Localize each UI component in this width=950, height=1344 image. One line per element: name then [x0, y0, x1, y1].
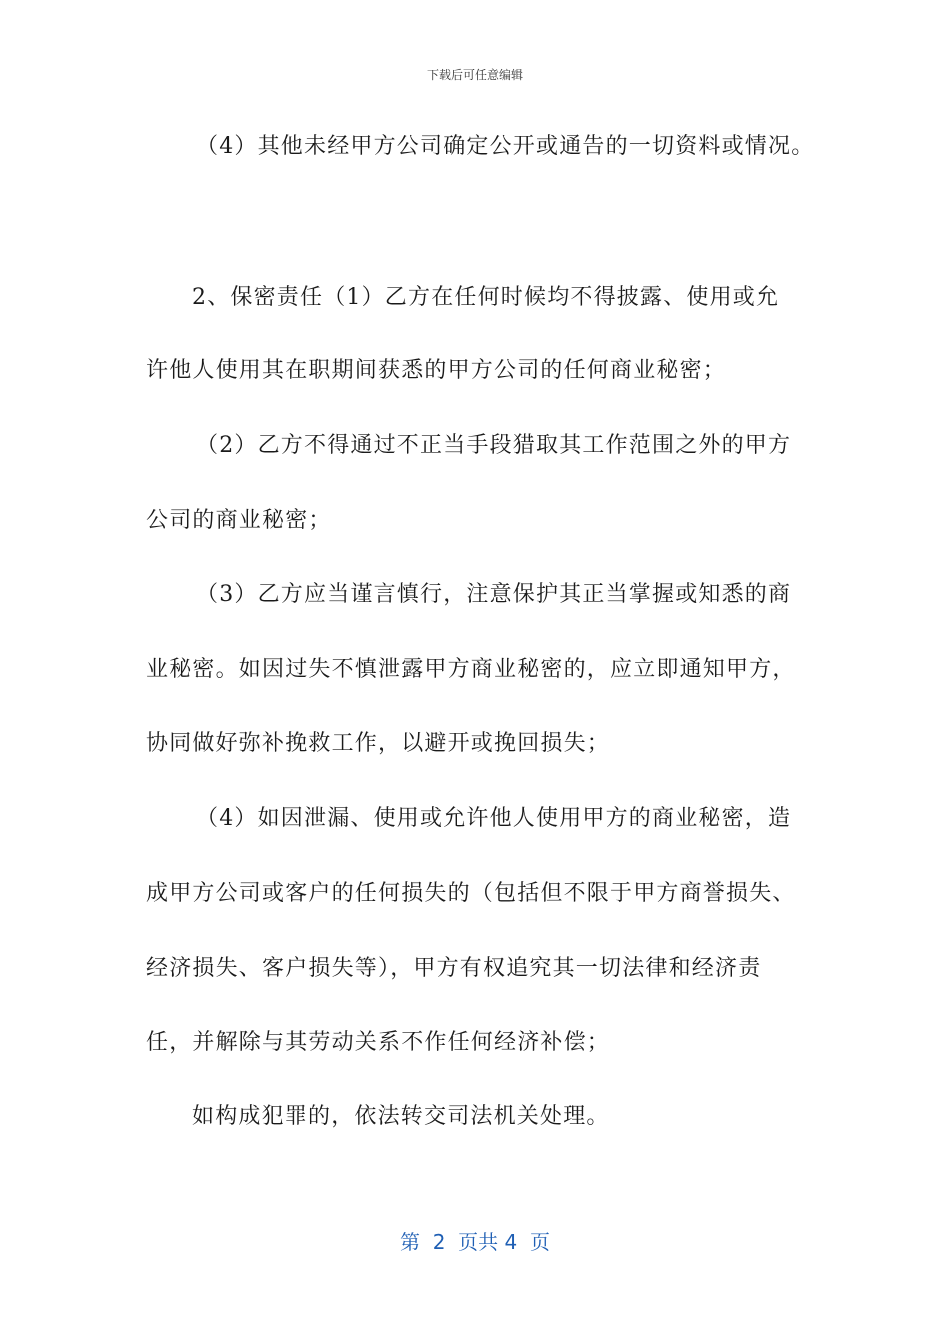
paragraph-line: 公司的商业秘密；: [146, 508, 332, 533]
page-number-footer: 第 2 页共 4 页: [400, 1230, 550, 1254]
paragraph-line: 如构成犯罪的，依法转交司法机关处理。: [192, 1104, 610, 1129]
paragraph-line: 成甲方公司或客户的任何损失的（包括但不限于甲方商誉损失、: [146, 881, 796, 906]
paragraph-line: 任，并解除与其劳动关系不作任何经济补偿；: [146, 1030, 611, 1055]
paragraph-line: 业秘密。如因过失不慎泄露甲方商业秘密的，应立即通知甲方，: [146, 657, 796, 682]
paragraph-line: 许他人使用其在职期间获悉的甲方公司的任何商业秘密；: [146, 358, 727, 383]
paragraph-line: （3）乙方应当谨言慎行，注意保护其正当掌握或知悉的商: [196, 582, 792, 607]
page-header: 下载后可任意编辑: [426, 68, 523, 82]
paragraph-line: 2、保密责任（1）乙方在任何时候均不得披露、使用或允: [192, 285, 780, 310]
paragraph-line: 经济损失、客户损失等），甲方有权追究其一切法律和经济责: [146, 956, 762, 981]
paragraph-line: （4）如因泄漏、使用或允许他人使用甲方的商业秘密，造: [196, 806, 792, 831]
paragraph-line: 协同做好弥补挽救工作，以避开或挽回损失；: [146, 731, 611, 756]
paragraph-line: （2）乙方不得通过不正当手段猎取其工作范围之外的甲方: [196, 433, 792, 458]
paragraph-line: （4）其他未经甲方公司确定公开或通告的一切资料或情况。: [196, 134, 815, 159]
